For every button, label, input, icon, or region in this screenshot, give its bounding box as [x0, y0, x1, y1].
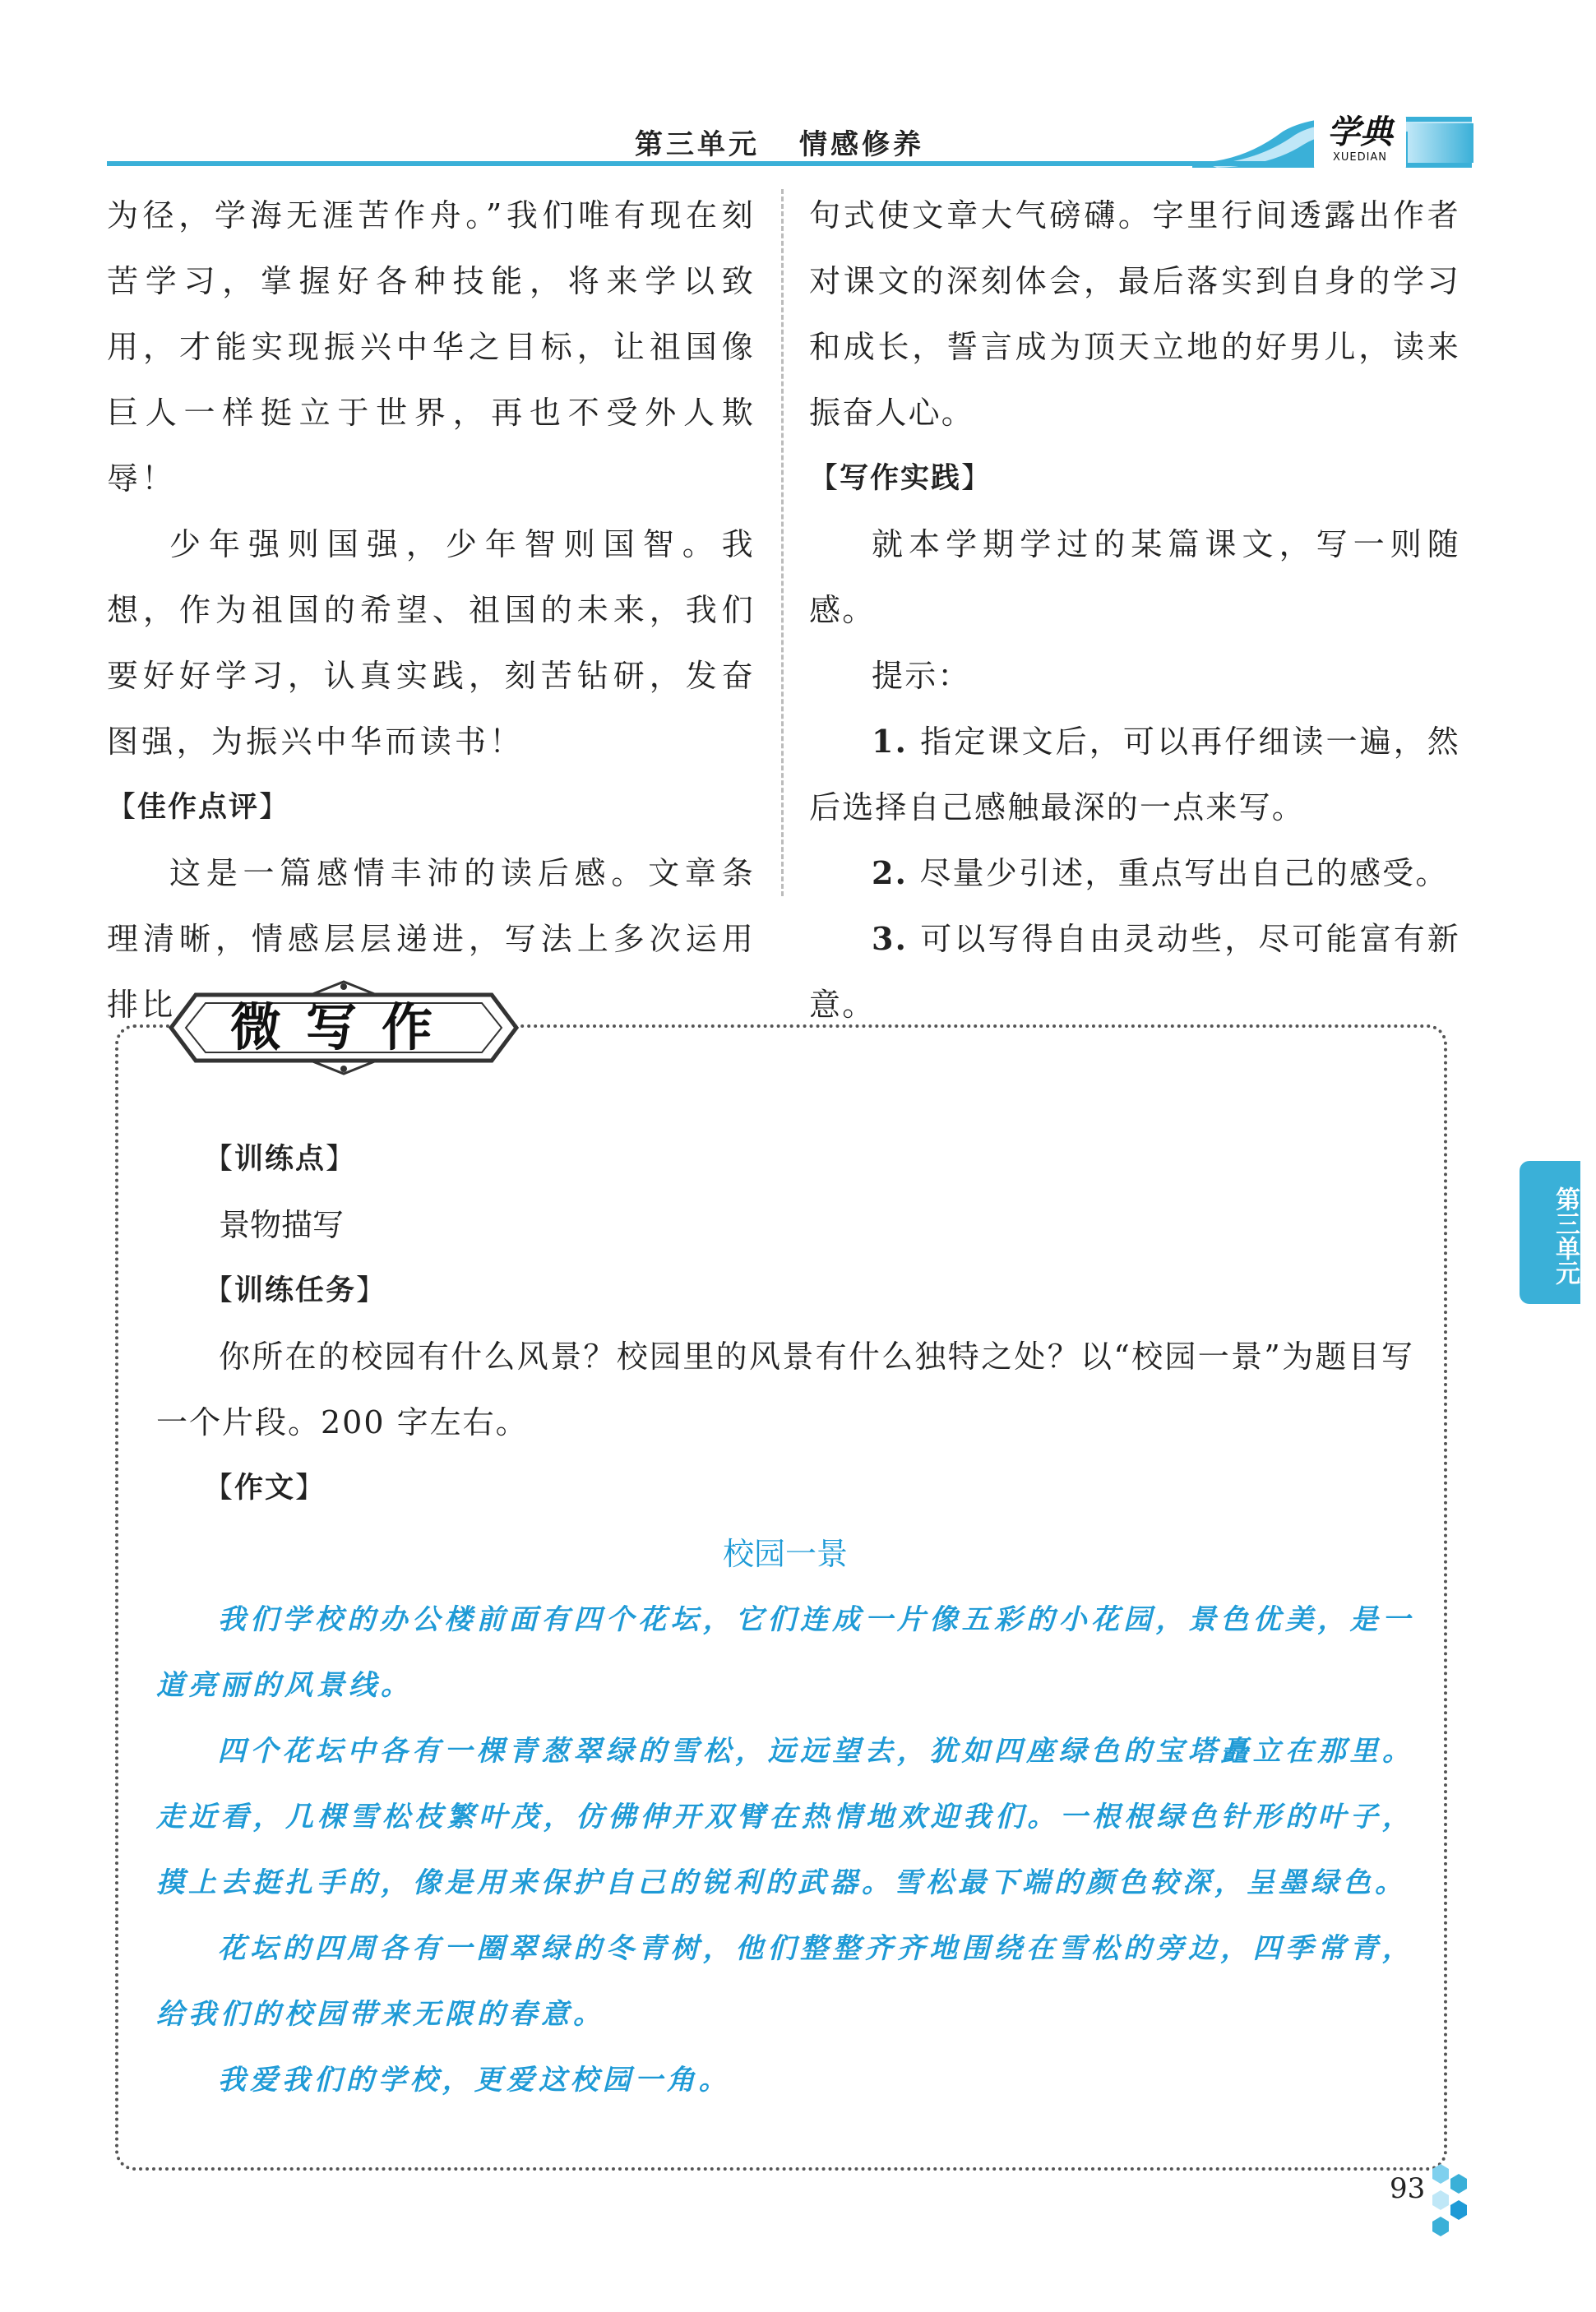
header-rule — [107, 161, 1349, 166]
training-point-heading: 【训练点】 — [204, 1143, 357, 1176]
practice-text: 就本学期学过的某篇课文，写一则随感。 — [809, 526, 1460, 628]
review-text-continued: 句式使文章大气磅礴。字里行间透露出作者对课文的深刻体会，最后落实到自身的学习和成长，誓言成为顶天立地的好男儿，读来振奋人心。 — [809, 197, 1460, 431]
essay-title: 校园一景 — [722, 1536, 848, 1572]
right-column — [809, 183, 1460, 1038]
logo-text-cn: 学典 — [1327, 113, 1393, 151]
micro-writing-title: 微写作 — [229, 997, 457, 1057]
hint-1: 1. 指定课文后，可以再仔细读一遍，然后选择自己感触最深的一点来写。 — [809, 723, 1461, 825]
header-unit: 第三单元 — [635, 128, 760, 161]
essay-paragraph-2: 四个花坛中各有一棵青葱翠绿的雪松，远远望去，犹如四座绿色的宝塔矗立在那里。走近看，几棵雪松枝繁叶茂，仿佛伸开双臂在热情地欢迎我们。一根根绿色针形的叶子，摸上去挺扎手的，像是用来保护自己的锐利的武器。雪松最下端的颜色较深，呈墨绿色。 — [156, 1735, 1414, 1899]
review-heading: 【佳作点评】 — [107, 791, 290, 824]
header-topic: 情感修养 — [799, 128, 924, 161]
essay-heading: 【作文】 — [204, 1472, 326, 1505]
training-task: 你所在的校园有什么风景？校园里的风景有什么独特之处？以“校园一景”为题目写一个片段。200 字左右。 — [156, 1339, 1414, 1440]
header-tail — [1408, 123, 1473, 163]
essay-paragraph-1: 我们学校的办公楼前面有四个花坛，它们连成一片像五彩的小花园，景色优美，是一道亮丽的风景线。 — [156, 1603, 1414, 1702]
micro-writing-content — [156, 1126, 1414, 2113]
training-task-heading: 【训练任务】 — [204, 1274, 387, 1307]
hint-3: 3. 可以写得自由灵动些，尽可能富有新意。 — [809, 920, 1461, 1023]
unit-side-tab: 第三单元 — [1520, 1161, 1580, 1304]
page-number: 93 — [1390, 2172, 1426, 2205]
logo-text-en: XUEDIAN — [1332, 151, 1388, 164]
left-column — [107, 183, 756, 1038]
training-point: 景物描写 — [219, 1207, 345, 1243]
essay-paragraph-4: 我爱我们的学校，更爱这校园一角。 — [217, 2064, 731, 2097]
running-header — [635, 122, 924, 162]
hint-2: 2. 尽量少引述，重点写出自己的感受。 — [872, 854, 1449, 891]
hint-label: 提示： — [872, 658, 971, 694]
hexagon-decoration-icon — [1416, 2161, 1482, 2236]
left-paragraph-1: 为径，学海无涯苦作舟。”我们唯有现在刻苦学习，掌握好各种技能，将来学以致用，才能实现振兴中华之目标，让祖国像巨人一样挺立于世界，再也不受外人欺辱！ — [107, 197, 756, 497]
left-paragraph-2: 少年强则国强，少年智则国智。我想，作为祖国的希望、祖国的未来，我们要好好学习，认真实践，刻苦钻研，发奋图强，为振兴中华而读书！ — [107, 526, 756, 760]
brand-logo — [1314, 113, 1406, 171]
essay-paragraph-3: 花坛的四周各有一圈翠绿的冬青树，他们整整齐齐地围绕在雪松的旁边，四季常青，给我们的校园带来无限的春意。 — [156, 1932, 1414, 2031]
column-divider — [781, 189, 784, 896]
practice-heading: 【写作实践】 — [809, 462, 992, 495]
review-text: 这是一篇感情丰沛的读后感。文章条理清晰，情感层层递进，写法上多次运用排比 — [107, 855, 756, 1023]
